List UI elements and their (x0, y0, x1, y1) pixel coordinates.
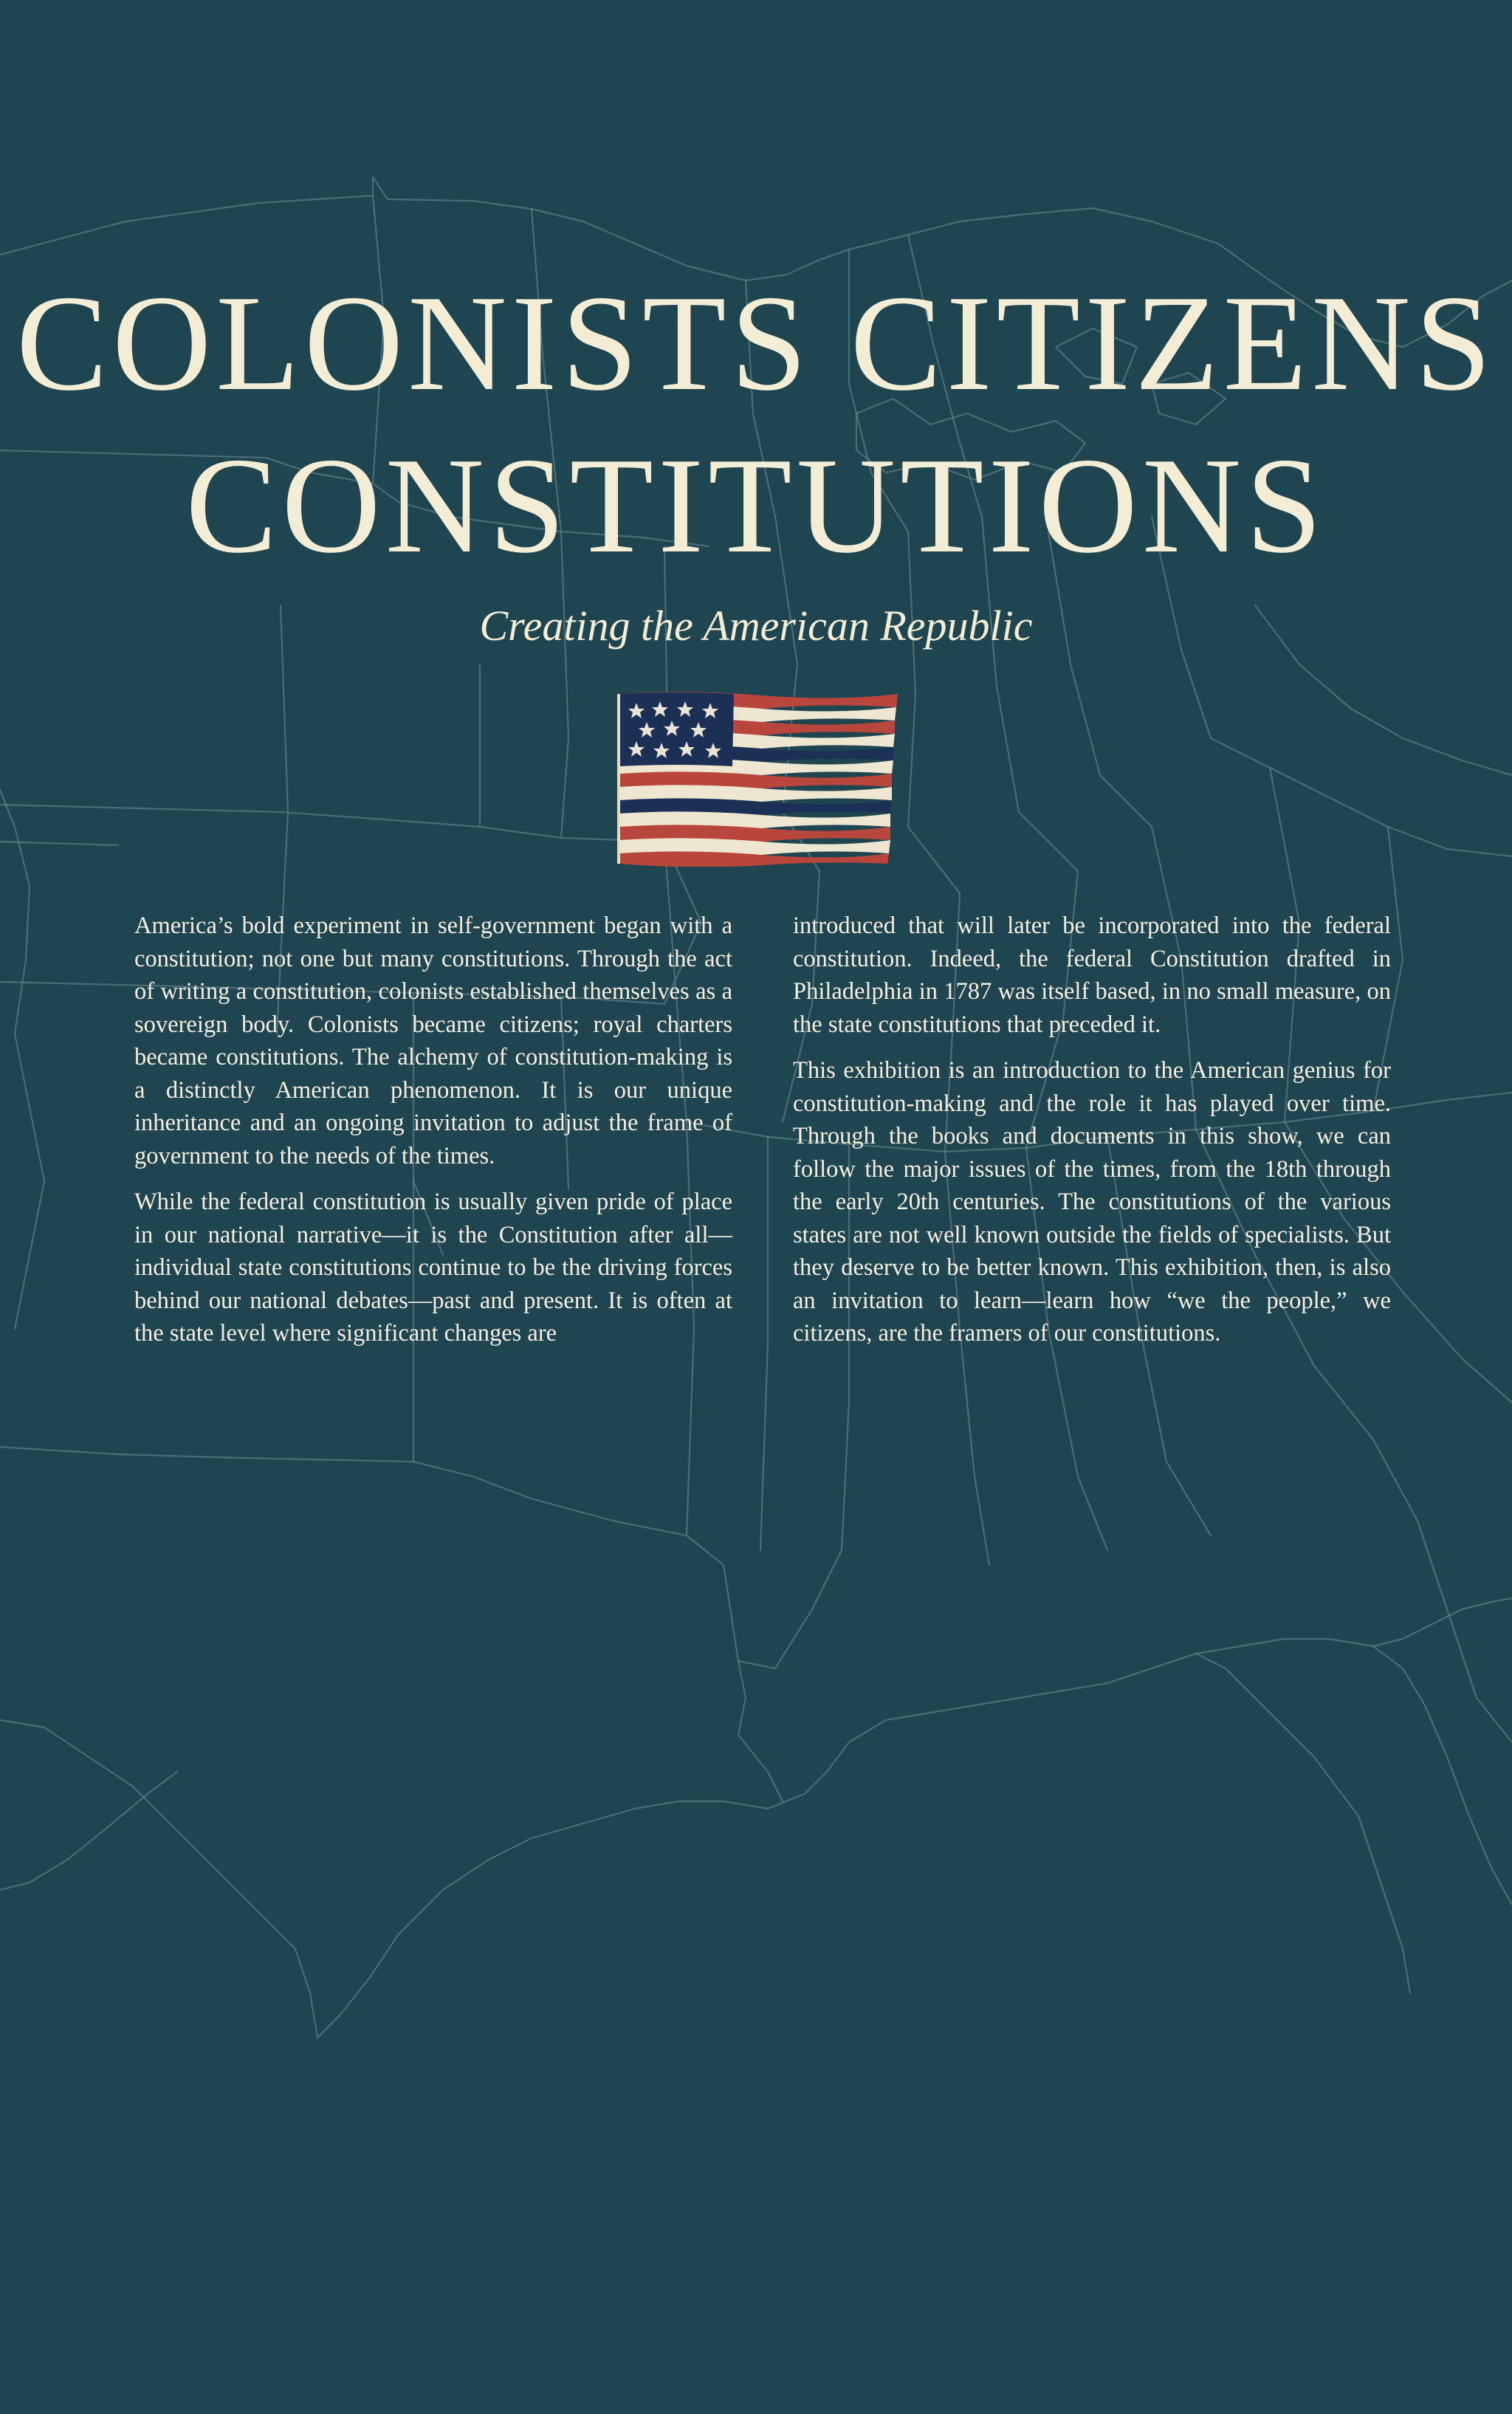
paragraph: America’s bold experiment in self-government began with a constitution; not one but many constitutions. Through the act of writing a constitution, colonists established themselves as a sovereign body. Colonists became citizens; royal charters became constitutions. The alchemy of constitution-making is a distinctly American phenomenon. It is our unique inheritance and an ongoing invitation to adjust the frame of government to the needs of the times. (134, 912, 732, 1169)
american-flag-icon (614, 690, 901, 867)
map-gulf-coast (0, 1639, 1512, 2038)
paragraph: This exhibition is an introduction to the American genius for constitution-making and the role it has played over time. Through the books and documents in this show, we can follow the major issues of the times, from the 18th through the early 20th centuries. The constitutions of the various states are not well known outside the fields of specialists. But they deserve to be better known. This exhibition, then, is also an invitation to learn—learn how “we the people,” we citizens, are the framers of our constitutions. (793, 1057, 1391, 1347)
map-florida (1196, 1598, 1512, 1993)
body-column-right (793, 909, 1391, 1364)
paragraph: While the federal constitution is usually given pride of place in our national narrative—it is the Constitution after all—individual state constitutions continue to be the driving forces behind our national debates—past and present. It is often at the state level where significant changes are (134, 1189, 732, 1347)
paragraph: introduced that will later be incorporated into the federal constitution. Indeed, the federal Constitution drafted in Philadelphia in 1787 was itself based, in no small measure, on the state constitutions that preceded it. (793, 912, 1391, 1038)
title-line-2: CONSTITUTIONS (185, 430, 1327, 582)
map-texas-rio (0, 1772, 177, 1890)
title-line-1: COLONISTS CITIZENS (16, 267, 1496, 419)
subtitle: Creating the American Republic (479, 602, 1033, 650)
body-column-left (134, 909, 732, 1364)
map-west-edge (0, 790, 44, 1329)
